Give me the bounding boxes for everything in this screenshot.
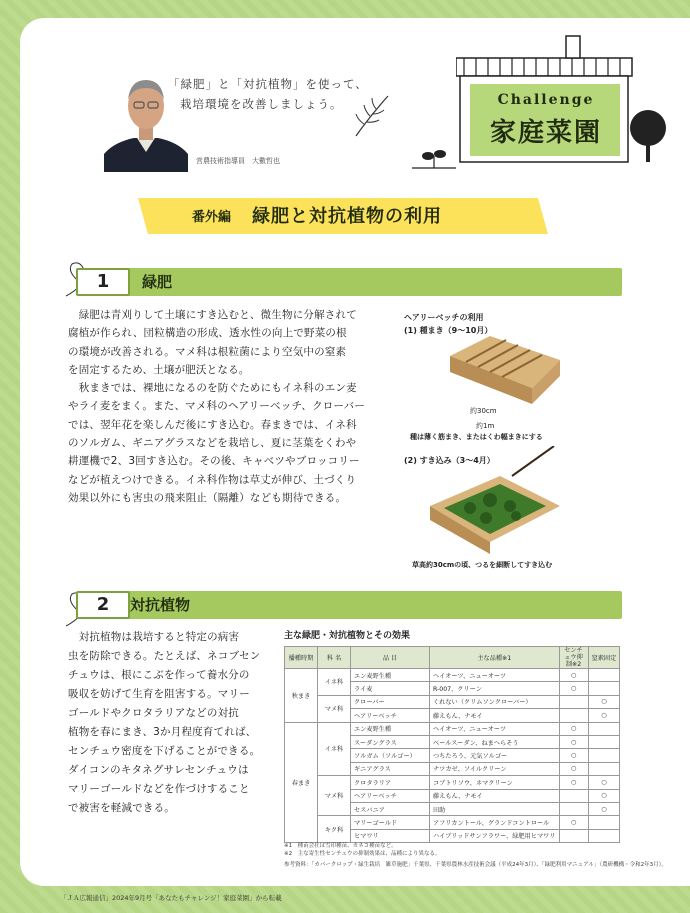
section2-number: 2 (76, 591, 130, 619)
item-cell: セスバニア (351, 802, 430, 815)
family-cell: イネ科 (318, 722, 351, 776)
col-family: 科 名 (318, 647, 351, 669)
badge-en: Challenge (497, 92, 595, 108)
s1-line: などが植えつけできる。イネ科作物は草丈が伸び、土づくり (68, 473, 357, 486)
table-row (285, 722, 620, 735)
item-cell: クローバー (351, 695, 430, 708)
variety-cell: ヘイオーツ、ニューオーツ (430, 722, 560, 735)
nem-cell (559, 829, 588, 842)
nfix-cell (588, 749, 620, 762)
quote-line-2: 栽培環境を改善しましょう。 (180, 97, 343, 111)
table-row (285, 695, 620, 708)
figure-step1: (1) 種まき（9～10月） (404, 326, 493, 335)
table-title: 主な緑肥・対抗植物とその効果 (284, 631, 411, 641)
nfix-cell: ○ (588, 709, 620, 722)
s1-line: 耕運機で2、3回すき込む。その後、キャベツやブロッコリー (68, 455, 360, 468)
author-name: 営農技術指導員 大數哲也 (196, 157, 280, 165)
nem-cell: ○ (559, 816, 588, 829)
season-cell: 春まき (285, 722, 318, 843)
s2-line: 吸収を妨げて生育を阻害する。マリー (68, 688, 250, 700)
nem-cell: ○ (559, 749, 588, 762)
s1-line: では、翌年花を楽しんだ後にすき込む。春まきでは、イネ科 (68, 418, 357, 431)
figure-caption1: 種は薄く筋まき、またはくわ幅まきにする (410, 433, 543, 441)
nem-cell: ○ (559, 682, 588, 695)
item-cell: ギニアグラス (351, 762, 430, 775)
badge-jp: 家庭菜園 (489, 118, 602, 148)
width-30cm: 約30cm (470, 407, 497, 415)
item-cell: スーダングラス (351, 735, 430, 748)
leaf-sprig-icon (352, 92, 392, 142)
figure-caption2: 草高約30cmの頃、つるを細断してすき込む (412, 561, 553, 569)
variety-cell: つちたろう、元気ソルゴー (430, 749, 560, 762)
width-1m: 約1m (476, 422, 495, 430)
variety-cell: R-007、クリーン (430, 682, 560, 695)
section2-title: 対抗植物 (130, 596, 191, 614)
plant-table-wrap (284, 646, 620, 843)
col-nfix: 窒素固定 (588, 647, 620, 669)
section1-text (68, 306, 383, 507)
item-cell: エン麦野生種 (351, 722, 430, 735)
s1-line: 緑肥は青刈りして土壌にすき込むと、微生物に分解されて (68, 309, 357, 321)
family-cell: イネ科 (318, 669, 351, 696)
nem-cell (559, 802, 588, 815)
table-reference: 参考資料：「カバークロップ・緑生栽培 雑草施肥」千葉県、千葉県農林水産技術会議（平成24年3月）、「緑肥利用マニュアル」（農研機構・令和2年3月）。 (284, 862, 667, 868)
nfix-cell (588, 669, 620, 682)
table-header-row (285, 647, 620, 669)
item-cell: クロタラリア (351, 776, 430, 789)
s2-line: ゴールドやクロタラリアなどの対抗 (68, 707, 239, 719)
nem-cell (559, 709, 588, 722)
sprout-icon (412, 148, 456, 176)
s1-line: の環境が改善される。マメ科は根粒菌により空気中の窒素 (68, 345, 347, 358)
banner-prefix: 番外編 (192, 210, 232, 225)
nfix-cell (588, 816, 620, 829)
s2-line: 対抗植物は栽培すると特定の病害 (68, 631, 240, 643)
nem-cell (559, 789, 588, 802)
item-cell: ヘアリーベッチ (351, 709, 430, 722)
s1-line: 秋まきでは、裸地になるのを防ぐためにもイネ科のエン麦 (68, 382, 357, 395)
nfix-cell: ○ (588, 776, 620, 789)
col-variety: 主な品種※1 (430, 647, 560, 669)
s2-line: マリーゴールドなどを作づけすること (68, 783, 250, 795)
item-cell: ライ麦 (351, 682, 430, 695)
variety-cell: 田助 (430, 802, 560, 815)
s2-line: センチュウ密度を下げることができる。 (68, 745, 261, 757)
nfix-cell (588, 682, 620, 695)
variety-cell: アフリカントール、グランドコントロール (430, 816, 560, 829)
item-cell: マリーゴールド (351, 816, 430, 829)
variety-cell: くれない（クリムソンクローバー） (430, 695, 560, 708)
quote-line-1: 「緑肥」と「対抗植物」を使って、 (168, 77, 368, 91)
col-item: 品 目 (351, 647, 430, 669)
s2-line: チュウは、根にこぶを作って養水分の (68, 669, 250, 681)
s1-line: のソルガム、ギニアグラスなどを栽培し、夏に茎葉をくわや (68, 437, 357, 450)
s2-line: で被害を軽減できる。 (68, 802, 175, 814)
section1-number: 1 (76, 268, 130, 296)
family-cell: キク科 (318, 816, 351, 843)
nfix-cell: ○ (588, 789, 620, 802)
title-banner (138, 198, 548, 234)
family-cell: マメ科 (318, 695, 351, 722)
table-note-2: ※2 主な寄生性センチュウの抑制効果は、品種により異なる。 (284, 851, 441, 857)
col-nematode: センチュウ抑制※2 (559, 647, 588, 669)
s2-line: 虫を防除できる。たとえば、ネコブセン (68, 650, 261, 662)
nfix-cell (588, 722, 620, 735)
table-row (285, 816, 620, 829)
plow-illustration (420, 446, 570, 560)
challenge-badge (456, 32, 676, 172)
section2-text (68, 628, 278, 818)
item-cell: エン麦野生種 (351, 669, 430, 682)
variety-cell: 藤えもん、ナモイ (430, 709, 560, 722)
variety-cell: ヘイオーツ、ニューオーツ (430, 669, 560, 682)
col-season: 播種時期 (285, 647, 318, 669)
sowing-illustration (420, 336, 560, 410)
s1-line: やライ麦をまく。また、マメ科のヘアリーベッチ、クローバー (68, 400, 366, 413)
s1-line: 腐植が作られ、団粒構造の形成、透水性の向上で野菜の根 (68, 327, 347, 340)
variety-cell: コブトリソウ、ネマクリーン (430, 776, 560, 789)
header-quote (168, 74, 378, 114)
nem-cell: ○ (559, 669, 588, 682)
item-cell: ソルガム（ソルゴー） (351, 749, 430, 762)
section1-title: 緑肥 (142, 273, 173, 291)
nem-cell: ○ (559, 722, 588, 735)
nem-cell: ○ (559, 735, 588, 748)
nfix-cell (588, 829, 620, 842)
season-cell: 秋まき (285, 669, 318, 723)
table-notes (284, 842, 667, 869)
variety-cell: ナツカゼ、ソイルクリーン (430, 762, 560, 775)
figure-step2: (2) すき込み（3～4月） (404, 456, 495, 465)
variety-cell: ベールスーダン、ねまへらそう (430, 735, 560, 748)
nem-cell: ○ (559, 762, 588, 775)
figure-title: ヘアリーベッチの利用 (404, 313, 484, 322)
table-row (285, 776, 620, 789)
nem-cell: ○ (559, 776, 588, 789)
nem-cell (559, 695, 588, 708)
nfix-cell: ○ (588, 695, 620, 708)
variety-cell: 藤えもん、ナモイ (430, 789, 560, 802)
table-note-1: ※1 種苗会社は雪印種苗、カネコ種苗など。 (284, 843, 397, 849)
variety-cell: ハイブリッドサンフラワー、緑肥用ヒマワリ (430, 829, 560, 842)
footer-source: 「ＪＡ広報通信」2024年9月号「あなたもチャレンジ！家庭菜園」から転載 (60, 894, 282, 902)
nfix-cell (588, 762, 620, 775)
plant-table (284, 646, 620, 843)
item-cell: ヒマワリ (351, 829, 430, 842)
family-cell: マメ科 (318, 776, 351, 816)
item-cell: ヘアリーベッチ (351, 789, 430, 802)
s1-line: を固定するため、土壌が肥沃となる。 (68, 363, 250, 376)
table-row (285, 669, 620, 682)
nfix-cell: ○ (588, 802, 620, 815)
s2-line: ダイコンのキタネグサレセンチュウは (68, 764, 249, 776)
s1-line: 効果以外にも害虫の飛来阻止（隔離）なども期待できる。 (68, 491, 347, 504)
nfix-cell (588, 735, 620, 748)
s2-line: 植物を春にまき、3か月程度育てれば、 (68, 726, 257, 738)
banner-title: 緑肥と対抗植物の利用 (252, 206, 442, 227)
